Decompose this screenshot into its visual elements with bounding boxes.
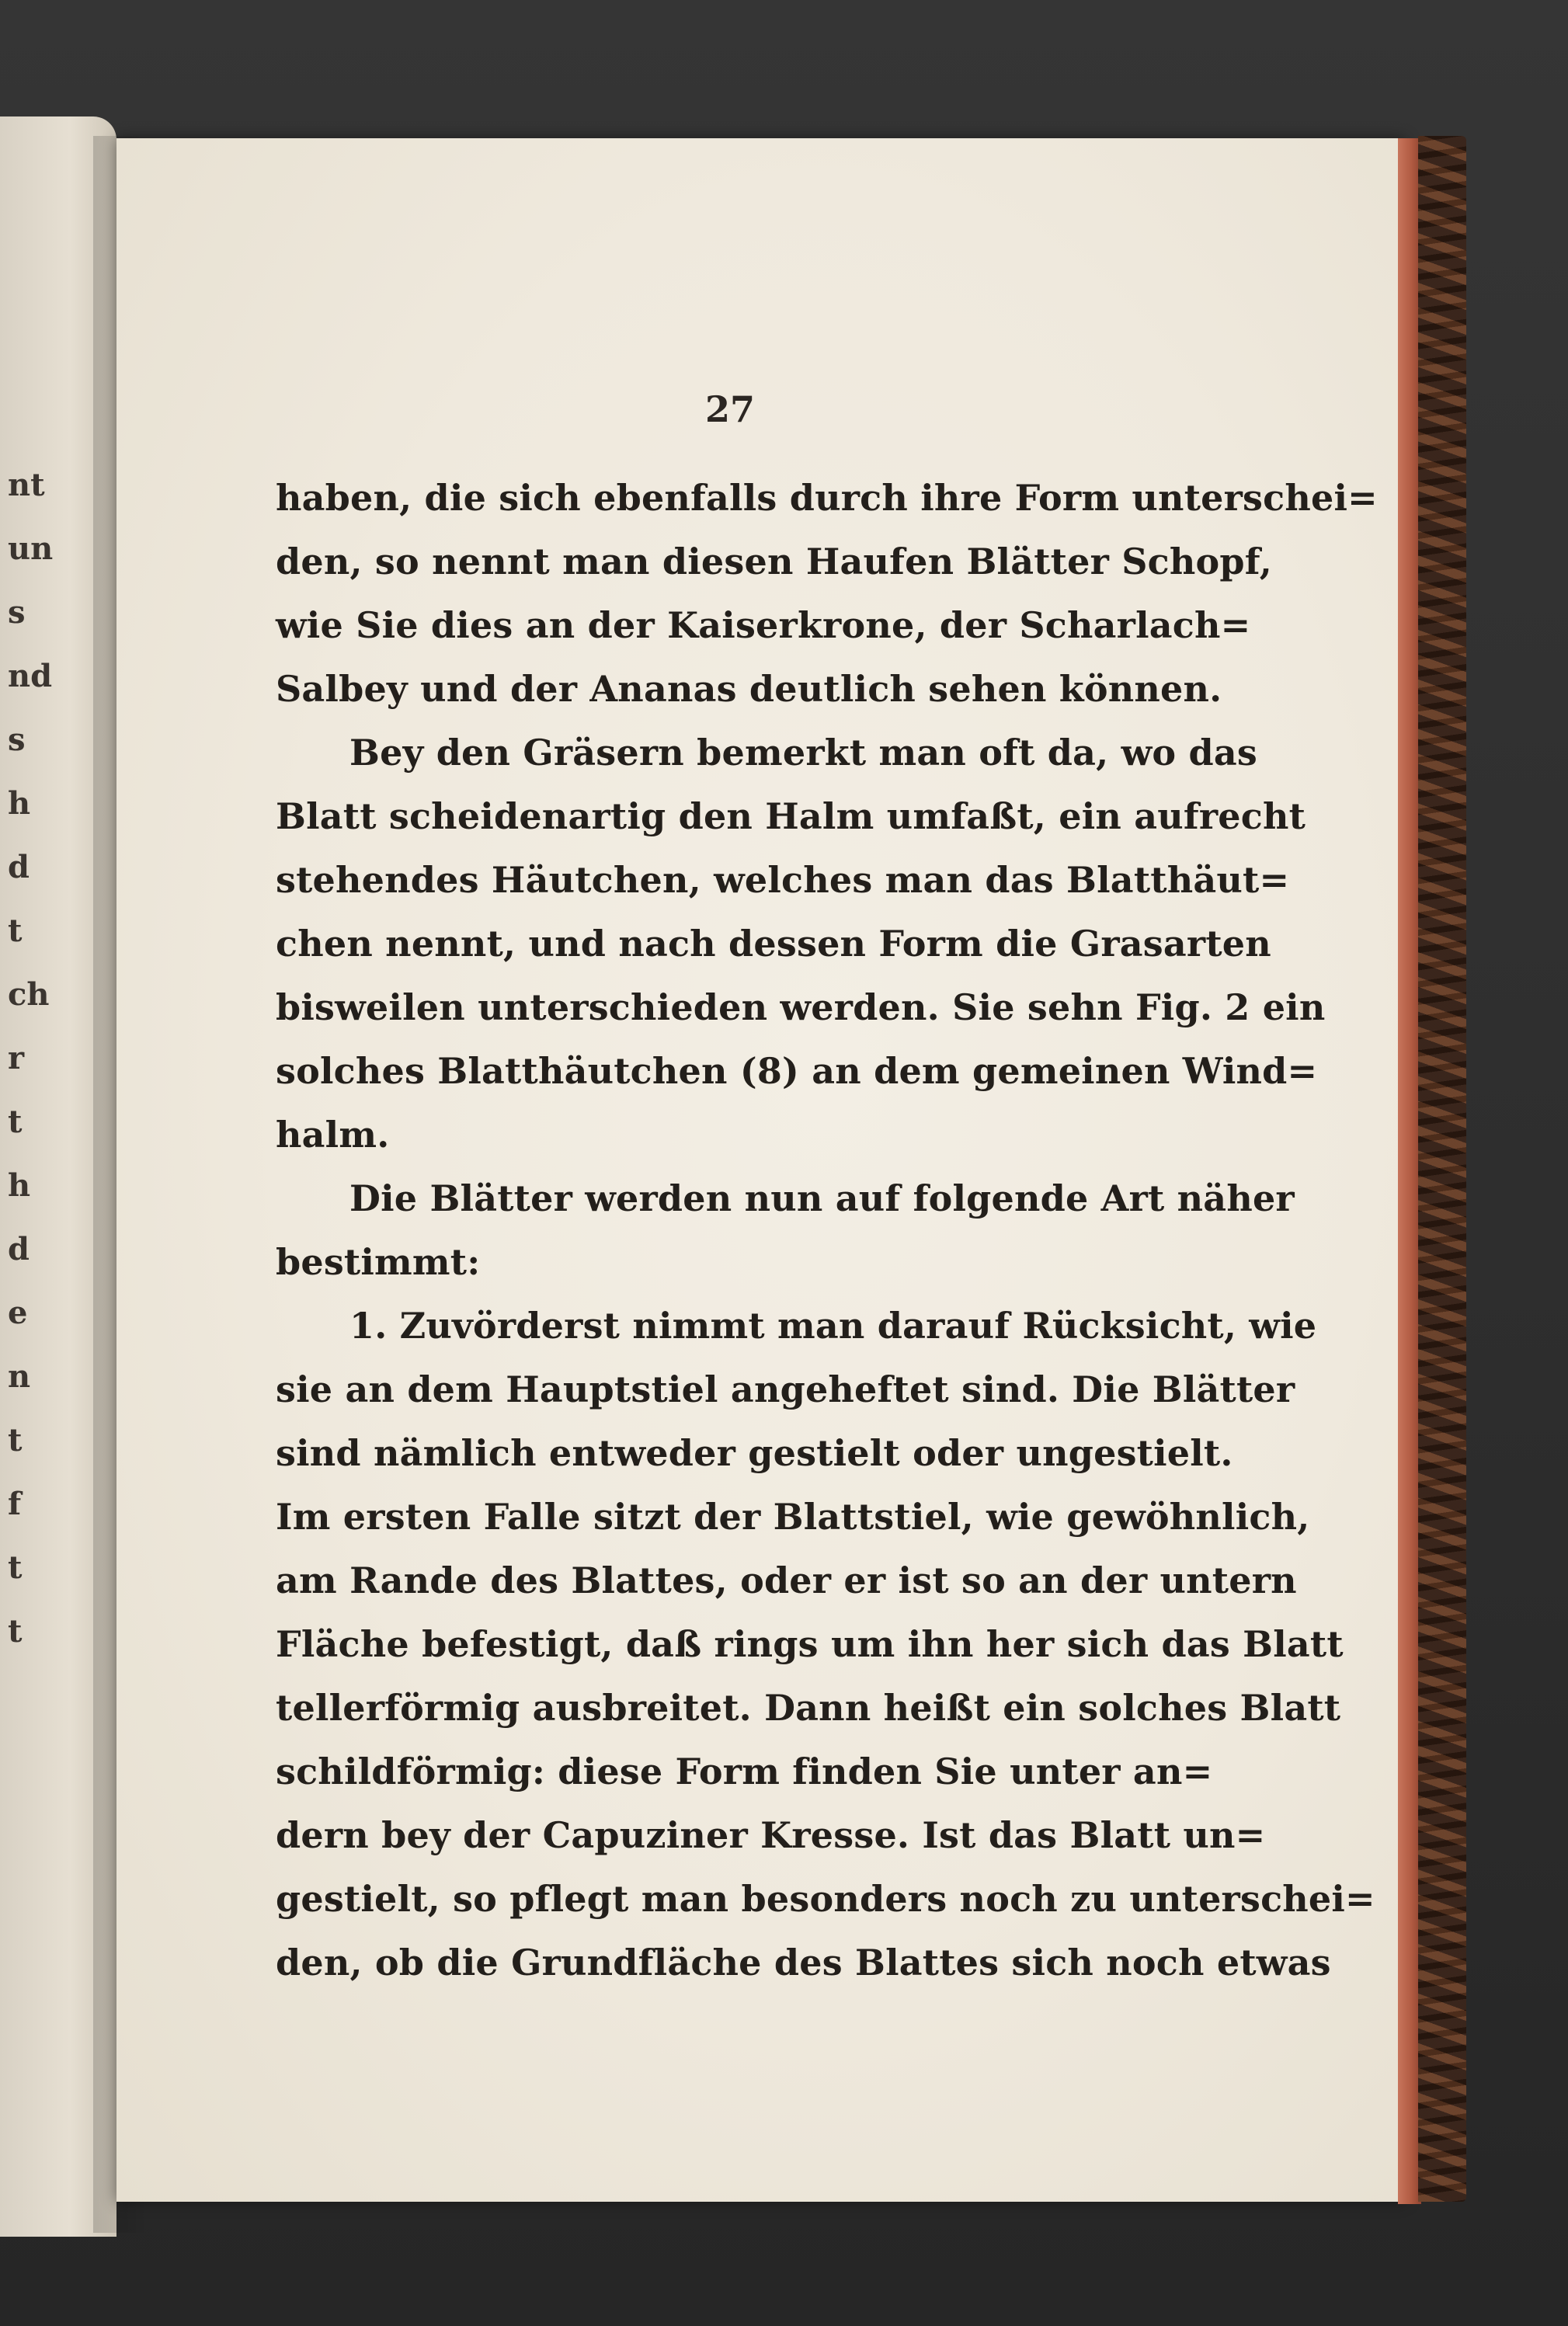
text-line: tellerförmig ausbreitet. Dann heißt ein solches Blatt	[276, 1687, 1341, 1729]
text-line: am Rande des Blattes, oder er ist so an der untern	[276, 1559, 1297, 1601]
left-page-fragment: s	[8, 594, 26, 631]
left-page-fragment: s	[8, 721, 26, 758]
text-line: den, so nennt man diesen Haufen Blätter Schopf,	[276, 541, 1272, 582]
text-line: solches Blatthäutchen (8) an dem gemeinen Wind=	[276, 1050, 1318, 1092]
text-line: gestielt, so pflegt man besonders noch zu unterschei=	[276, 1878, 1375, 1920]
left-page-fragment: d	[8, 1231, 30, 1267]
left-page-fragment: t	[8, 1549, 23, 1586]
text-line: stehendes Häutchen, welches man das Blatthäut=	[276, 859, 1290, 901]
text-line: Salbey und der Ananas deutlich sehen können.	[276, 668, 1222, 710]
left-page-fragment: f	[8, 1486, 22, 1522]
left-page-fragment: nt	[8, 467, 45, 503]
page-number: 27	[704, 388, 755, 430]
left-page-fragment: h	[8, 1167, 31, 1204]
text-line: Die Blätter werden nun auf folgende Art näher	[349, 1177, 1295, 1219]
text-line: Blatt scheidenartig den Halm umfaßt, ein aufrecht	[276, 795, 1306, 837]
text-line: wie Sie dies an der Kaiserkrone, der Scharlach=	[276, 604, 1251, 646]
text-line: Fläche befestigt, daß rings um ihn her sich das Blatt	[276, 1623, 1344, 1665]
marbled-cover	[1418, 136, 1466, 2202]
text-line: halm.	[276, 1114, 390, 1156]
left-page-fragment: t	[8, 1422, 23, 1459]
left-page-fragment: t	[8, 913, 23, 949]
text-line: Bey den Gräsern bemerkt man oft da, wo das	[349, 732, 1257, 774]
text-line: bestimmt:	[276, 1241, 481, 1283]
left-page-fragment: d	[8, 849, 30, 885]
text-line: sie an dem Hauptstiel angeheftet sind. Die Blätter	[276, 1368, 1295, 1410]
left-page-fragment: un	[8, 530, 54, 567]
left-page-fragment: e	[8, 1295, 28, 1331]
text-line: bisweilen unterschieden werden. Sie sehn Fig. 2 ein	[276, 986, 1326, 1028]
text-line: haben, die sich ebenfalls durch ihre Form unterschei=	[276, 477, 1378, 519]
text-line: Im ersten Falle sitzt der Blattstiel, wie gewöhnlich,	[276, 1496, 1310, 1538]
text-block	[276, 466, 1378, 1994]
text-line: chen nennt, und nach dessen Form die Grasarten	[276, 923, 1271, 965]
left-page-fragment: n	[8, 1358, 31, 1395]
text-line: sind nämlich entweder gestielt oder ungestielt.	[276, 1432, 1233, 1474]
left-page-fragment: t	[8, 1613, 23, 1650]
left-page-fragment: h	[8, 785, 31, 822]
left-page-fragment: r	[8, 1040, 25, 1076]
text-line: dern bey der Capuziner Kresse. Ist das Blatt un=	[276, 1814, 1266, 1856]
left-page-fragment: nd	[8, 658, 53, 694]
text-line: den, ob die Grundfläche des Blattes sich noch etwas	[276, 1942, 1331, 1984]
text-line: schildförmig: diese Form finden Sie unter an=	[276, 1751, 1213, 1792]
left-page-fragment: ch	[8, 976, 50, 1013]
left-page-fragment: t	[8, 1104, 23, 1140]
text-line: 1. Zuvörderst nimmt man darauf Rücksicht, wie	[349, 1305, 1317, 1347]
